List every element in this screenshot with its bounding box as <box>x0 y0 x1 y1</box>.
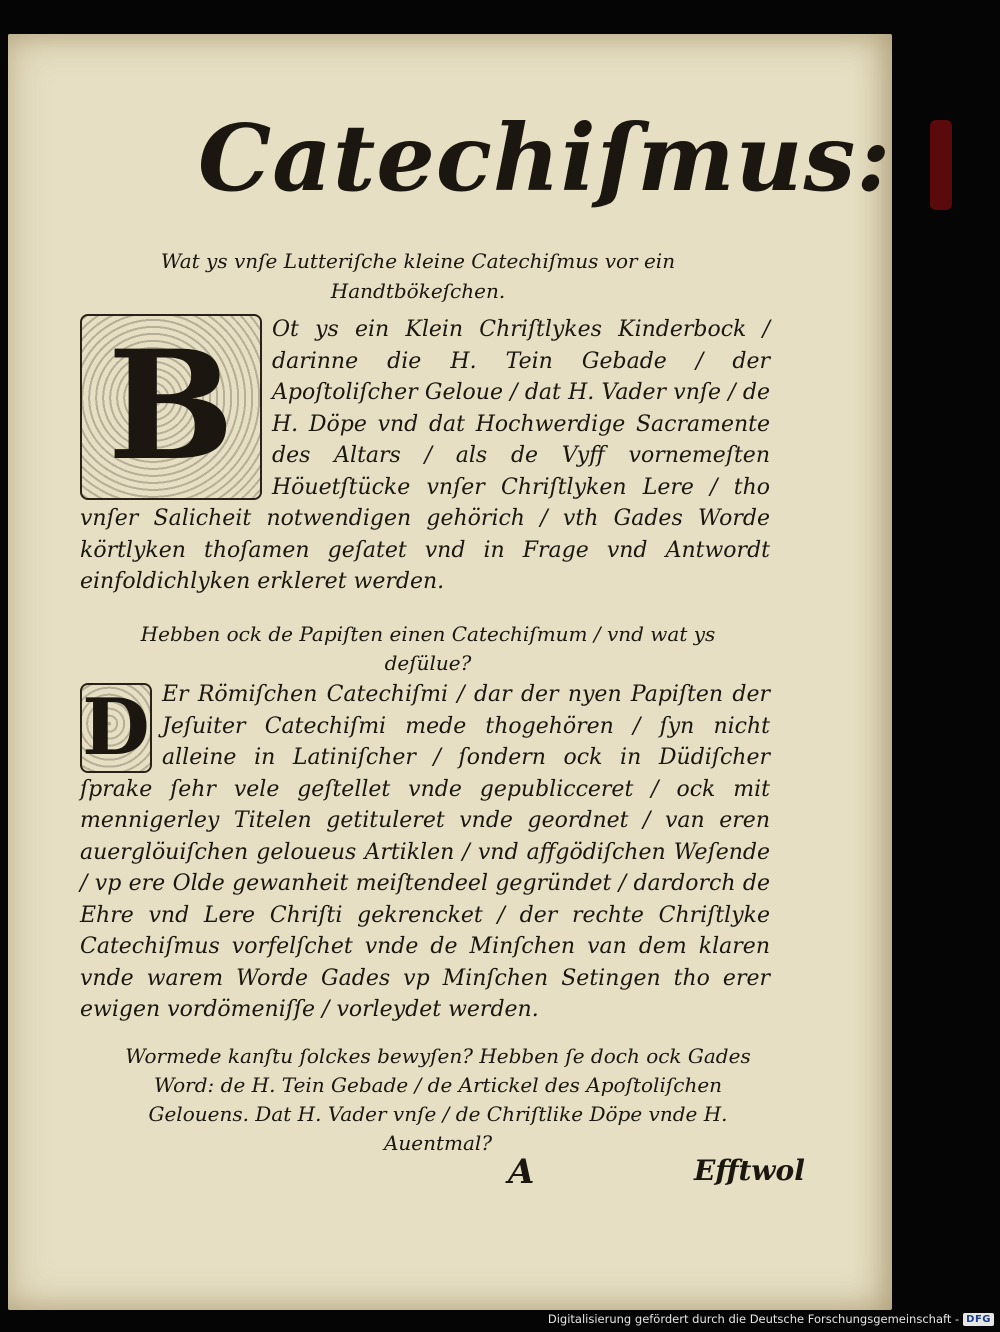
digitization-footer <box>548 1312 994 1326</box>
decorated-initial-b: B <box>80 314 262 500</box>
book-page <box>8 34 892 1310</box>
question-2: Wormede kanſtu ſolckes bewyſen? Hebben ſe doch ock Gades Word: de H. Tein Gebade / de Artickel des Apoſtoliſchen Gelouens. Dat H. Vader vnſe / de Chriſtlike Döpe vnde H. Auentmal? <box>125 1044 751 1155</box>
question-1: Hebben ock de Papiſten einen Catechiſmum / vnd wat ys deſülue? <box>140 622 716 675</box>
footer-text: Digitalisierung gefördert durch die Deutsche Forschungsgemeinschaft - <box>547 1312 960 1326</box>
page-title: Catechiſmus: <box>198 104 892 212</box>
bookmark-tab <box>930 120 952 210</box>
paragraph-1 <box>80 314 770 598</box>
signature-mark: A <box>508 1152 535 1192</box>
decorated-initial-d: D <box>80 683 152 773</box>
catchword: Efftwol <box>694 1154 805 1187</box>
paragraph-2 <box>80 679 770 1026</box>
dfg-logo: DFG <box>963 1313 994 1326</box>
paragraph-1-text: Ot ys ein Klein Chriſtlykes Kinderbock / darinne die H. Tein Gebade / der Apoſtoliſcher Geloue / dat H. Vader vnſe / de H. Döpe vnd dat Hochwerdige Sacramente des Altars / als de Vyff vornemeſten Höuetſtücke vnſer Chriſtlyken Lere / tho vnſer Salicheit notwendigen gehörich / vth Gades Worde körtlyken thoſamen geſatet vnd in Frage vnd Antwordt einfoldichlyken erkleret werden. <box>80 317 770 594</box>
paragraph-2-text: Er Römiſchen Catechiſmi / dar der nyen Papiſten der Jeſuiter Catechiſmi mede thogehören / ſyn nicht alleine in Latiniſcher / ſondern ock in Düdiſcher ſprake ſehr vele geſtellet vnde gepublicceret / ock mit mennigerley Titelen getituleret vnde geordnet / van eren auerglöuiſchen geloueus Artiklen / vnd affgödiſchen Weſende / vp ere Olde gewanheit meiſtendeel gegründet / dardorch de Ehre vnd Lere Chriſti gekrencket / der rechte Chriſtlyke Catechiſmus vorfelſchet vnde de Minſchen van dem klaren vnde warem Worde Gades vp Minſchen Setingen tho erer ewigen vordömeniſſe / vorleydet werden. <box>80 682 770 1022</box>
page-subtitle: Wat ys vnſe Lutteriſche kleine Catechiſmus vor ein Handtbökeſchen. <box>160 249 676 303</box>
